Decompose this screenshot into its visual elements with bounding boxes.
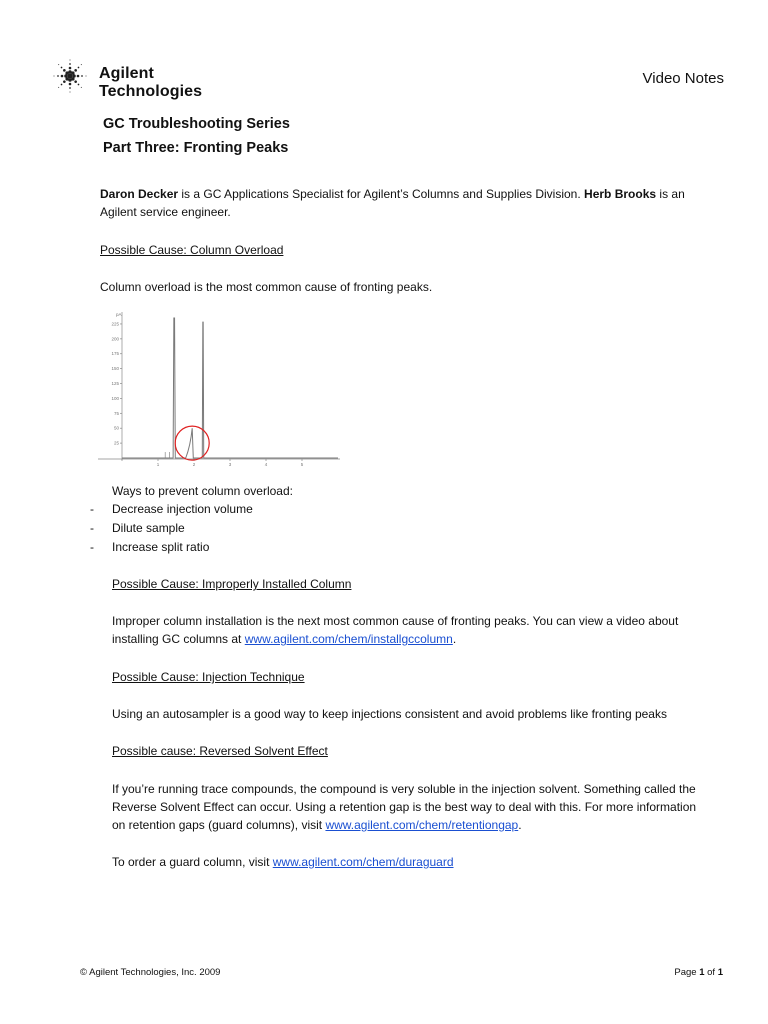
y-tick-label: 125: [111, 381, 119, 387]
x-tick-label: 2: [192, 462, 196, 467]
doc-type-label: Video Notes: [642, 70, 724, 87]
x-tick-label: 1: [156, 462, 160, 467]
part-title: Part Three: Fronting Peaks: [103, 140, 289, 156]
y-tick-label: 150: [111, 366, 119, 372]
installgccolumn-link[interactable]: www.agilent.com/chem/installgccolumn: [244, 632, 453, 646]
prevent-list: [90, 500, 253, 557]
heading-column-overload: Possible Cause: Column Overload: [100, 243, 284, 257]
text-column-overload: Column overload is the most common cause of fronting peaks.: [100, 280, 433, 294]
y-axis-label: pA: [116, 312, 122, 317]
x-tick-label: 4: [264, 462, 268, 467]
intro-paragraph: Daron Decker is a GC Applications Specialist for Agilent’s Columns and Supplies Division. Herb Brooks is an Agilent service engineer.: [100, 187, 685, 219]
author-name-1: Daron Decker: [100, 187, 179, 201]
text-installed-column: Improper column installation is the next most common cause of fronting peaks. You can view a video about installing GC columns at www.agilent.com/chem/installgccolumn.: [112, 614, 679, 646]
agilent-spark-icon: [52, 58, 96, 94]
page-number: Page 1 of 1: [674, 967, 723, 978]
x-tick-label: 3: [228, 462, 232, 467]
heading-installed-column: Possible Cause: Improperly Installed Column: [112, 577, 352, 591]
y-tick-label: 75: [113, 410, 119, 416]
y-tick-label: 200: [111, 336, 119, 342]
y-tick-label: 225: [111, 321, 119, 327]
text-reversed-solvent: If you’re running trace compounds, the compound is very soluble in the injection solvent. Something called the Reverse Solvent Effect can occur. Using a retention gap is the best way to deal with this. For more information on retention gaps (guard columns), visit www.agilent.com/chem/retentiongap.: [112, 782, 697, 832]
chromatogram-trace: [122, 318, 338, 458]
series-title: GC Troubleshooting Series: [103, 116, 290, 132]
y-tick-label: 175: [111, 351, 119, 357]
y-tick-label: 100: [111, 395, 119, 401]
heading-injection-technique: Possible Cause: Injection Technique: [112, 670, 305, 684]
list-item: - Decrease injection volume: [90, 502, 253, 516]
duraguard-link[interactable]: www.agilent.com/chem/duraguard: [272, 855, 454, 869]
prevent-intro: Ways to prevent column overload:: [112, 484, 293, 498]
company-logo: [52, 58, 252, 100]
list-item: - Increase split ratio: [90, 540, 210, 554]
text-injection-technique: Using an autosampler is a good way to keep injections consistent and avoid problems like fronting peaks: [112, 707, 667, 721]
list-item: - Dilute sample: [90, 521, 185, 535]
retentiongap-link[interactable]: www.agilent.com/chem/retentiongap: [325, 818, 519, 832]
author-name-2: Herb Brooks: [584, 187, 657, 201]
chromatogram-chart: [98, 310, 340, 468]
copyright-footer: © Agilent Technologies, Inc. 2009: [80, 967, 221, 978]
text-guard-column: To order a guard column, visit www.agilent.com/chem/duraguard: [112, 855, 454, 869]
company-name: Agilent Technologies: [99, 65, 203, 100]
y-tick-label: 50: [113, 425, 119, 431]
x-tick-label: 5: [300, 462, 304, 467]
heading-reversed-solvent: Possible cause: Reversed Solvent Effect: [112, 744, 328, 758]
y-tick-label: 25: [113, 440, 119, 446]
